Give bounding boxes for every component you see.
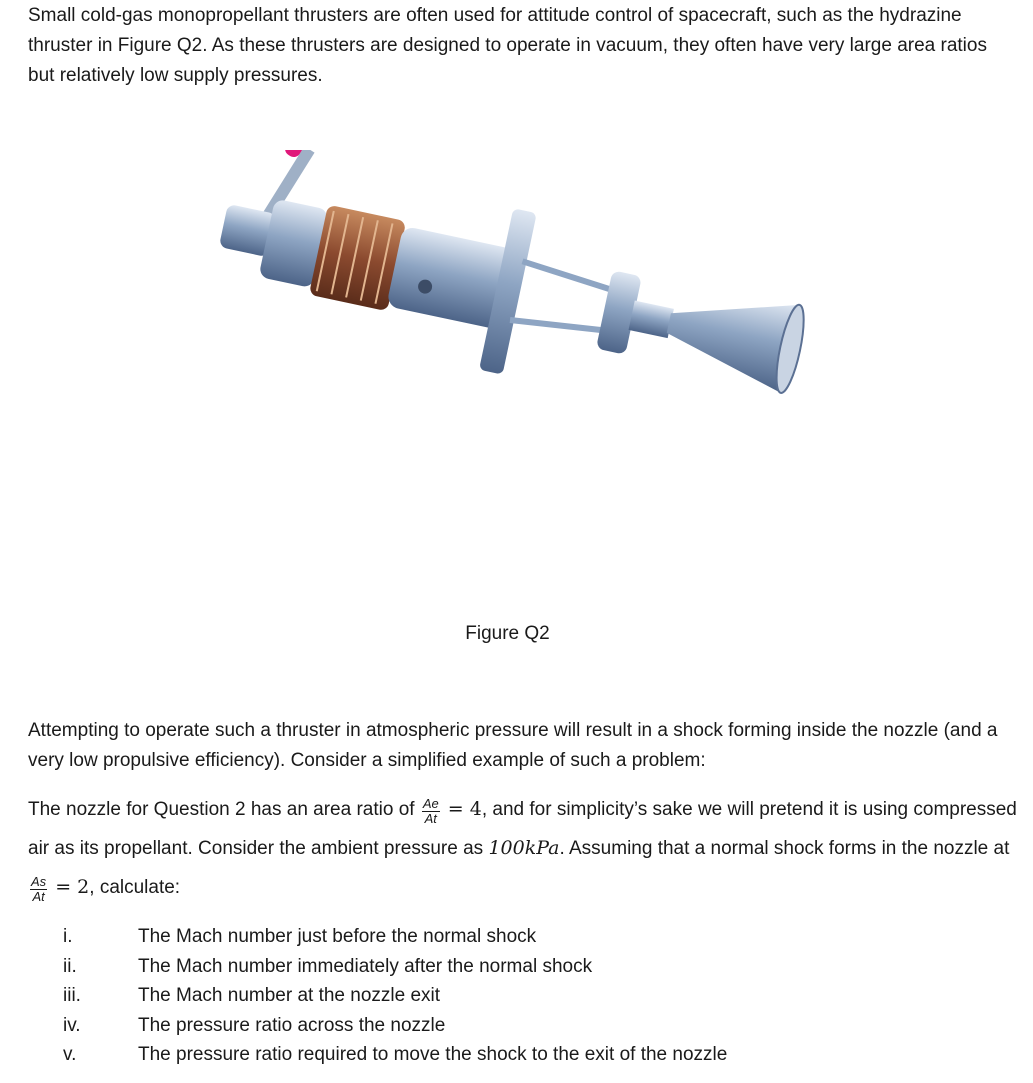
- list-item: [0, 1044, 1033, 1074]
- item-text: The pressure ratio required to move the shock to the exit of the nozzle: [138, 1044, 728, 1065]
- list-item: [0, 985, 1033, 1015]
- item-number: iii.: [63, 985, 81, 1006]
- item-text: The pressure ratio across the nozzle: [138, 1014, 446, 1036]
- ambient-pressure: 100kPa: [488, 837, 560, 859]
- list-item: [0, 956, 1033, 986]
- item-number: i.: [63, 926, 73, 947]
- fraction-denominator: At: [32, 888, 45, 904]
- shock-ratio-fraction: [30, 875, 47, 904]
- intro-paragraph: Small cold-gas monopropellant thrusters are often used for attitude control of spacecraft, such as the hydrazine thruster in Figure Q2. As these thrusters are designed to operate in vacuum, they often have very large area ratios but relatively low supply pressures.: [28, 5, 987, 86]
- area-ratio-value: = 4: [441, 798, 482, 820]
- shock-ratio-value: = 2: [49, 876, 90, 898]
- item-text: The Mach number immediately after the normal shock: [138, 955, 593, 977]
- problem-statement: [28, 790, 1018, 907]
- list-item: [0, 1015, 1033, 1045]
- thruster-figure: [190, 150, 830, 490]
- fraction-denominator: At: [424, 810, 437, 826]
- item-text: The Mach number at the nozzle exit: [138, 985, 441, 1006]
- area-ratio-fraction: [422, 797, 440, 826]
- context-paragraph: Attempting to operate such a thruster in atmospheric pressure will result in a shock forming inside the nozzle (and a very low propulsive efficiency). Consider a simplified example of such a problem:: [28, 720, 998, 771]
- question-list: [0, 926, 1033, 1074]
- figure-caption: Figure Q2: [465, 623, 550, 644]
- item-number: v.: [63, 1044, 77, 1065]
- item-number: ii.: [63, 955, 77, 977]
- statement-text: The nozzle for Question 2 has an area ratio of: [28, 799, 420, 820]
- list-item: [0, 926, 1033, 956]
- statement-text: . Assuming that a normal shock forms in the nozzle at: [559, 838, 1010, 859]
- fraction-numerator: As: [31, 873, 47, 889]
- fraction-numerator: Ae: [422, 795, 439, 811]
- item-text: The Mach number just before the normal shock: [138, 926, 537, 947]
- statement-text: , and for simplicity’s sake we will pretend it is using compressed air as its propellant. Consider the ambient pressure as: [28, 799, 1017, 859]
- item-number: iv.: [63, 1014, 81, 1036]
- statement-text: , calculate:: [89, 877, 181, 898]
